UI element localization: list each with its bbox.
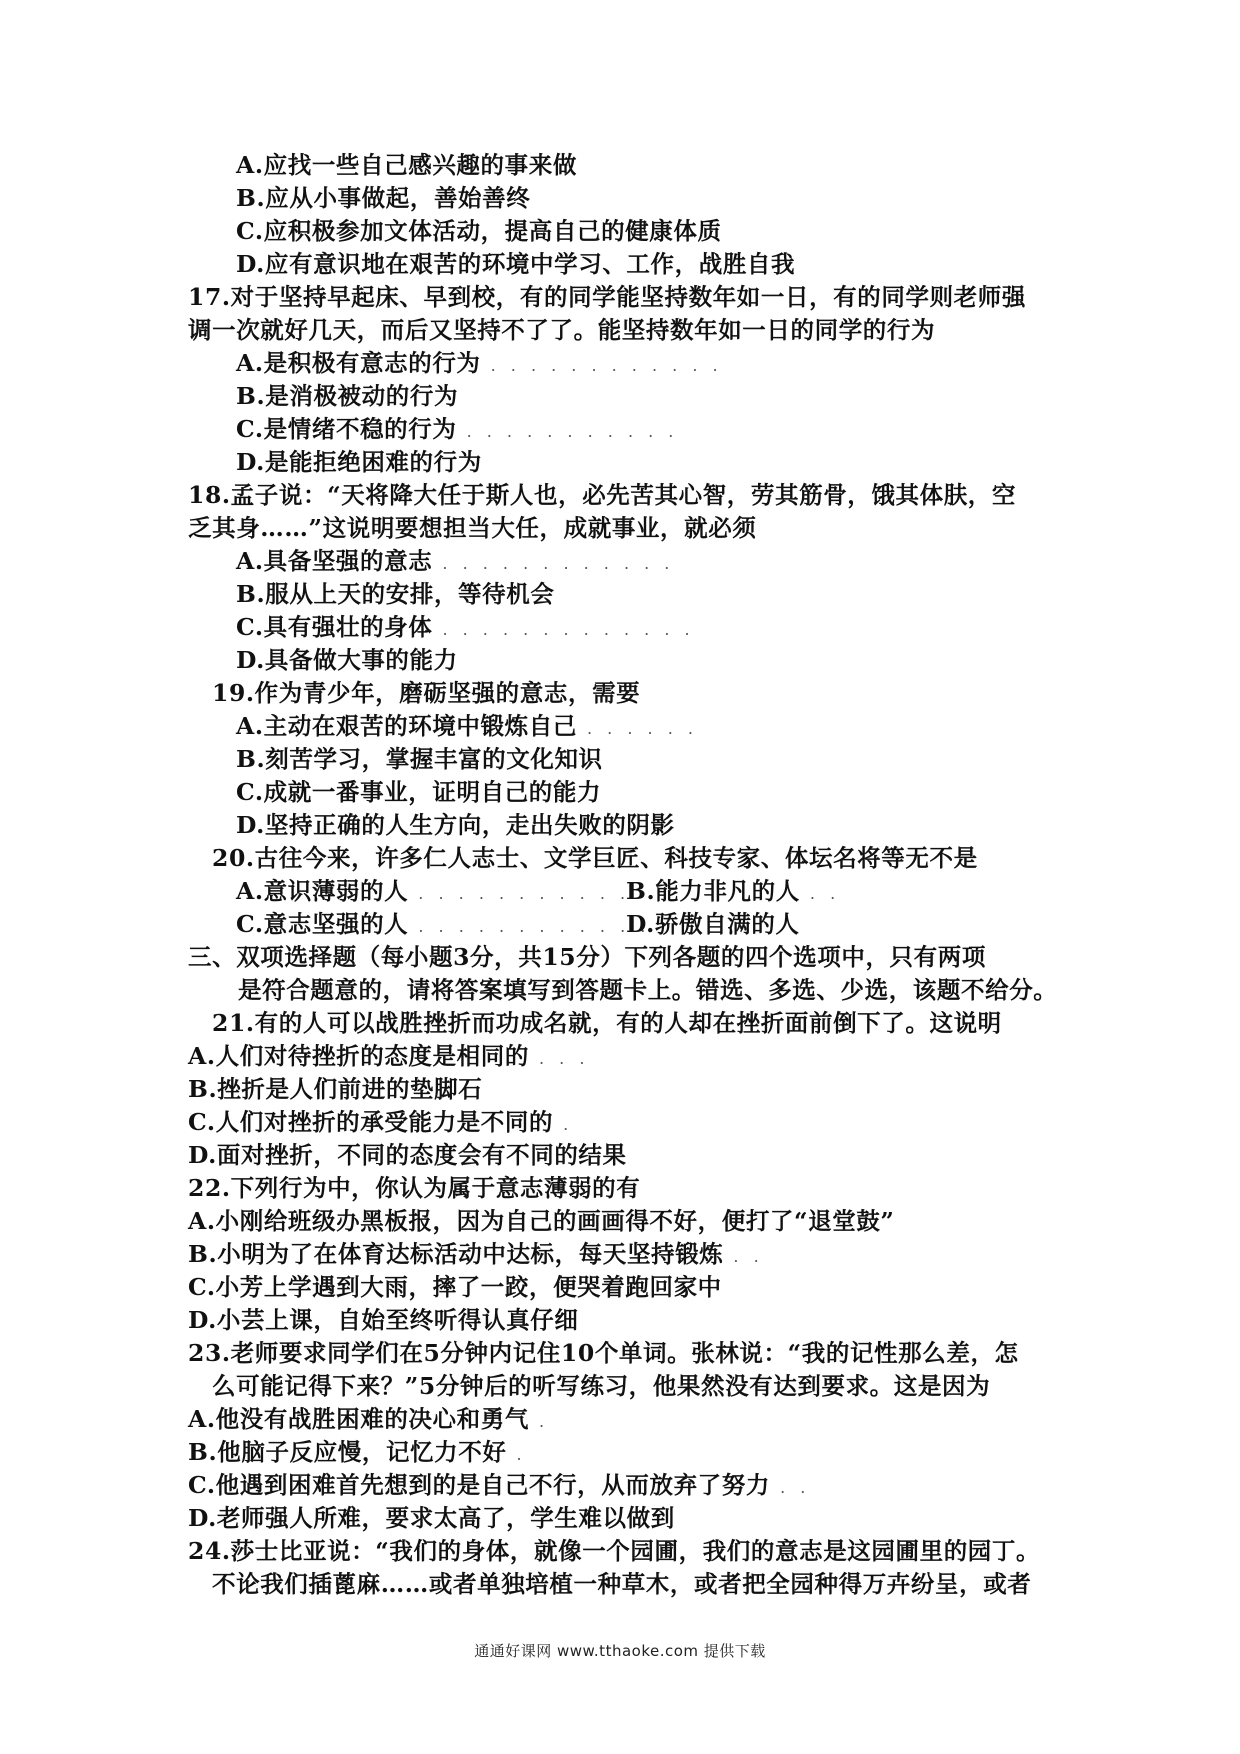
q17-stem-line1: 17.对于坚持早起床、早到校，有的同学能坚持数年如一日，有的同学则老师强 [188, 283, 1026, 311]
q16-option-b: B.应从小事做起，善始善终 [236, 184, 531, 212]
q20-option-b: B.能力非凡的人 . . [626, 877, 841, 905]
q21-option-c: C.人们对挫折的承受能力是不同的 . [188, 1108, 574, 1136]
q21-option-a: A.人们对待挫折的态度是相同的 . . . [188, 1042, 590, 1070]
q21-option-d: D.面对挫折，不同的态度会有不同的结果 [188, 1141, 627, 1169]
q23-stem-line1: 23.老师要求同学们在5分钟内记住10个单词。张林说：“我的记性那么差，怎 [188, 1339, 1019, 1367]
q23-option-a: A.他没有战胜困难的决心和勇气 . [188, 1405, 550, 1433]
q22-option-d: D.小芸上课，自始至终听得认真仔细 [188, 1306, 579, 1334]
q17-option-d: D.是能拒绝困难的行为 [236, 448, 482, 476]
section3-heading-line1: 三、双项选择题（每小题3分，共15分）下列各题的四个选项中，只有两项 [188, 943, 986, 971]
q19-option-d: D.坚持正确的人生方向，走出失败的阴影 [236, 811, 675, 839]
q23-stem-line2: 么可能记得下来？”5分钟后的听写练习，他果然没有达到要求。这是因为 [212, 1372, 991, 1400]
q18-stem-line1: 18.孟子说：“天将降大任于斯人也，必先苦其心智，劳其筋骨，饿其体肤，空 [188, 481, 1016, 509]
q18-option-d: D.具备做大事的能力 [236, 646, 458, 674]
q17-stem-line2: 调一次就好几天，而后又坚持不了了。能坚持数年如一日的同学的行为 [188, 316, 936, 344]
q19-stem: 19.作为青少年，磨砺坚强的意志，需要 [212, 679, 641, 707]
q20-option-d: D.骄傲自满的人 [626, 910, 800, 938]
q22-option-b: B.小明为了在体育达标活动中达标，每天坚持锻炼 . . [188, 1240, 764, 1268]
q23-option-d: D.老师强人所难，要求太高了，学生难以做到 [188, 1504, 675, 1532]
q22-stem: 22.下列行为中，你认为属于意志薄弱的有 [188, 1174, 641, 1202]
q24-stem-line2: 不论我们插蓖麻……或者单独培植一种草木，或者把全园种得万卉纷呈，或者 [212, 1570, 1032, 1598]
footer-credit: 通通好课网 www.tthaoke.com 提供下载 [474, 1642, 766, 1660]
q17-option-b: B.是消极被动的行为 [236, 382, 459, 410]
q23-option-c: C.他遇到困难首先想到的是自己不行，从而放弃了努力 . . [188, 1471, 811, 1499]
q22-option-a: A.小刚给班级办黑板报，因为自己的画画得不好，便打了“退堂鼓” [188, 1207, 895, 1235]
q23-option-b: B.他脑子反应慢，记忆力不好 . [188, 1438, 527, 1466]
q20-option-a: A.意识薄弱的人 . . . . . . . . . . . [236, 877, 631, 905]
section3-heading-line2: 是符合题意的，请将答案填写到答题卡上。错选、多选、少选，该题不给分。 [238, 976, 1058, 1004]
q17-option-c: C.是情绪不稳的行为 . . . . . . . . . . . [236, 415, 679, 443]
q19-option-c: C.成就一番事业，证明自己的能力 [236, 778, 602, 806]
q18-stem-line2: 乏其身……”这说明要想担当大任，成就事业，就必须 [188, 514, 757, 542]
q20-stem: 20.古往今来，许多仁人志士、文学巨匠、科技专家、体坛名将等无不是 [212, 844, 978, 872]
q21-option-b: B.挫折是人们前进的垫脚石 [188, 1075, 483, 1103]
q16-option-c: C.应积极参加文体活动，提高自己的健康体质 [236, 217, 722, 245]
q21-stem: 21.有的人可以战胜挫折而功成名就，有的人却在挫折面前倒下了。这说明 [212, 1009, 1002, 1037]
q18-option-b: B.服从上天的安排，等待机会 [236, 580, 555, 608]
q19-option-a: A.主动在艰苦的环境中锻炼自己 . . . . . . [236, 712, 698, 740]
q19-option-b: B.刻苦学习，掌握丰富的文化知识 [236, 745, 603, 773]
q16-option-d: D.应有意识地在艰苦的环境中学习、工作，战胜自我 [236, 250, 796, 278]
q20-option-c: C.意志坚强的人 . . . . . . . . . . . . [236, 910, 651, 938]
q18-option-c: C.具有强壮的身体 . . . . . . . . . . . . . [236, 613, 695, 641]
q17-option-a: A.是积极有意志的行为 . . . . . . . . . . . . [236, 349, 723, 377]
q24-stem-line1: 24.莎士比亚说：“我们的身体，就像一个园圃，我们的意志是这园圃里的园丁。 [188, 1537, 1041, 1565]
q22-option-c: C.小芳上学遇到大雨，摔了一跤，便哭着跑回家中 [188, 1273, 722, 1301]
q16-option-a: A.应找一些自己感兴趣的事来做 [236, 151, 577, 179]
q18-option-a: A.具备坚强的意志 . . . . . . . . . . . . [236, 547, 675, 575]
